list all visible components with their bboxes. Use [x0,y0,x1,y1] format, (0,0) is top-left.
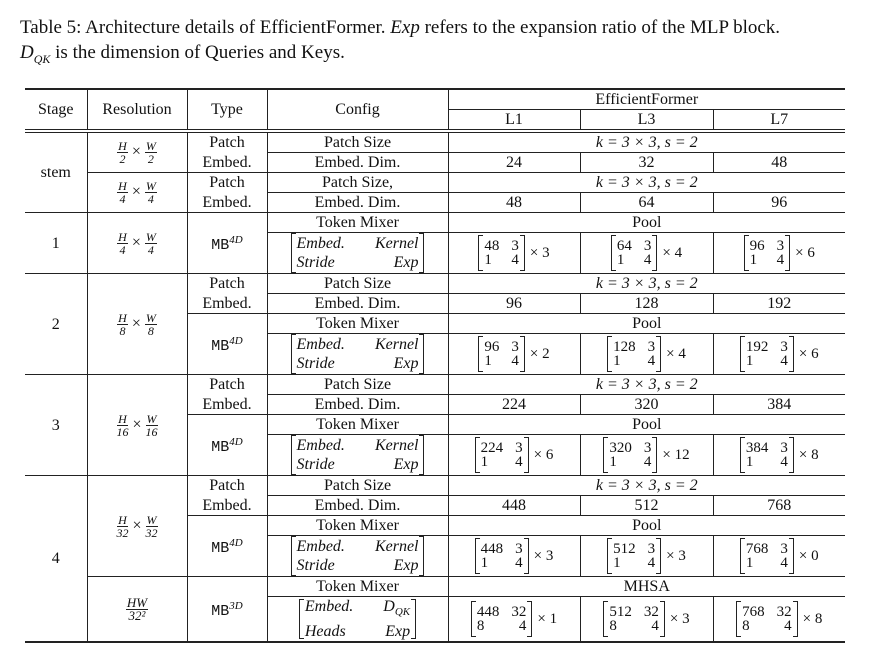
type-mb4d: $MB^{4D}$ [187,213,267,274]
cfg-embed-dim: Embed. Dim. [267,294,448,314]
block-l3: 320 3 1 4 × 12 [580,435,713,476]
type-embed: Embed. [187,193,267,213]
type-embed: Embed. [187,153,267,173]
dim-value: 320 [580,395,713,415]
ks-value: k = 3 × 3, s = 2 [448,476,845,496]
type-patch: Patch [187,274,267,294]
block-l7: 192 3 1 4 × 6 [713,334,845,375]
type-mb4d: $MB^{4D}$ [187,314,267,375]
dim-value: 32 [580,153,713,173]
dim-value: 64 [580,193,713,213]
mixer-mhsa: MHSA [448,577,845,597]
table-caption [20,15,860,72]
cfg-embed-dim: Embed. Dim. [267,395,448,415]
mixer-pool: Pool [448,314,845,334]
cfg-block-matrix: Embed. Kernel Stride Exp [267,435,448,476]
cfg-token-mixer: Token Mixer [267,516,448,536]
dim-value: 512 [580,496,713,516]
res-s1: $\frac{H}{4}$ × $\frac{W}{4}$ [87,213,187,274]
header-l1: L1 [448,110,580,132]
block-l3: 512 3 1 4 × 3 [580,536,713,577]
stage-stem: stem [25,131,87,213]
dim-value: 192 [713,294,845,314]
mhsa-l7: 768 32 8 4 × 8 [713,597,845,643]
block-l7: 384 3 1 4 × 8 [713,435,845,476]
header-config: Config [267,89,448,131]
res-s2: $\frac{H}{8}$ × $\frac{W}{8}$ [87,274,187,375]
cfg-token-mixer: Token Mixer [267,213,448,233]
type-patch: Patch [187,131,267,153]
type-patch: Patch [187,375,267,395]
header-resolution: Resolution [87,89,187,131]
header-l7: L7 [713,110,845,132]
caption-dqk-sub: QK [33,51,51,66]
res-stem-1: $\frac{H}{2}$ × $\frac{W}{2}$ [87,131,187,173]
mixer-pool: Pool [448,516,845,536]
header-l3: L3 [580,110,713,132]
mixer-pool: Pool [448,213,845,233]
cfg-mhsa-matrix: Embed. $D_{QK}$ Heads Exp [267,597,448,643]
type-mb4d: $MB^{4D}$ [187,516,267,577]
s1-row-1 [25,213,845,233]
dim-value: 96 [448,294,580,314]
cfg-token-mixer: Token Mixer [267,314,448,334]
caption-dqk-text: is the dimension of Queries and Keys. [55,42,345,63]
ks-value: k = 3 × 3, s = 2 [448,131,845,153]
type-embed: Embed. [187,496,267,516]
block-l1: 224 3 1 4 × 6 [448,435,580,476]
dim-value: 24 [448,153,580,173]
dim-value: 768 [713,496,845,516]
s2-row-1 [25,274,845,294]
caption-exp-symbol: Exp [390,17,420,38]
type-patch: Patch [187,173,267,193]
dim-value: 48 [448,193,580,213]
dim-value: 128 [580,294,713,314]
type-patch: Patch [187,476,267,496]
block-l1: 96 3 1 4 × 2 [448,334,580,375]
res-s3: $\frac{H}{16}$ × $\frac{W}{16}$ [87,375,187,476]
cfg-patch-size: Patch Size, [267,173,448,193]
cfg-patch-size: Patch Size [267,375,448,395]
caption-exp-text: refers to the expansion ratio of the MLP block. [424,17,781,38]
block-l1: 48 3 1 4 × 3 [448,233,580,274]
ks-value: k = 3 × 3, s = 2 [448,173,845,193]
ks-value: k = 3 × 3, s = 2 [448,274,845,294]
s4-row-1 [25,476,845,496]
cfg-block-matrix: Embed. Kernel Stride Exp [267,334,448,375]
block-l7: 96 3 1 4 × 6 [713,233,845,274]
block-l3: 128 3 1 4 × 4 [580,334,713,375]
cfg-patch-size: Patch Size [267,476,448,496]
type-embed: Embed. [187,395,267,415]
stem-row-3 [25,173,845,193]
caption-lead: Table 5: Architecture details of EfficientFormer. [20,17,386,38]
header-stage: Stage [25,89,87,131]
block-l7: 768 3 1 4 × 0 [713,536,845,577]
cfg-block-matrix: Embed. Kernel Stride Exp [267,233,448,274]
s3-row-1 [25,375,845,395]
cfg-embed-dim: Embed. Dim. [267,153,448,173]
cfg-embed-dim: Embed. Dim. [267,496,448,516]
cfg-token-mixer: Token Mixer [267,577,448,597]
cfg-embed-dim: Embed. Dim. [267,193,448,213]
type-mb3d: $MB^{3D}$ [187,577,267,643]
block-l1: 448 3 1 4 × 3 [448,536,580,577]
mhsa-l3: 512 32 8 4 × 3 [580,597,713,643]
res-s4-hw: $\frac{HW}{\text{32²}}$ [87,577,187,643]
cfg-patch-size: Patch Size [267,131,448,153]
ks-value: k = 3 × 3, s = 2 [448,375,845,395]
header-group: EfficientFormer [448,89,845,110]
block-l3: 64 3 1 4 × 4 [580,233,713,274]
stage-3: 3 [25,375,87,476]
cfg-block-matrix: Embed. Kernel Stride Exp [267,536,448,577]
dim-value: 384 [713,395,845,415]
stem-row-1 [25,131,845,153]
s4-row-5 [25,577,845,597]
cfg-token-mixer: Token Mixer [267,415,448,435]
architecture-table [25,88,845,643]
dim-value: 48 [713,153,845,173]
caption-dqk-symbol: D [20,42,34,63]
mixer-pool: Pool [448,415,845,435]
mhsa-l1: 448 32 8 4 × 1 [448,597,580,643]
stage-1: 1 [25,213,87,274]
dim-value: 448 [448,496,580,516]
dim-value: 96 [713,193,845,213]
header-type: Type [187,89,267,131]
cfg-patch-size: Patch Size [267,274,448,294]
dim-value: 224 [448,395,580,415]
res-stem-2: $\frac{H}{4}$ × $\frac{W}{4}$ [87,173,187,213]
header-row-1 [25,89,845,110]
type-mb4d: $MB^{4D}$ [187,415,267,476]
type-embed: Embed. [187,294,267,314]
res-s4: $\frac{H}{32}$ × $\frac{W}{32}$ [87,476,187,577]
stage-2: 2 [25,274,87,375]
stage-4: 4 [25,476,87,643]
